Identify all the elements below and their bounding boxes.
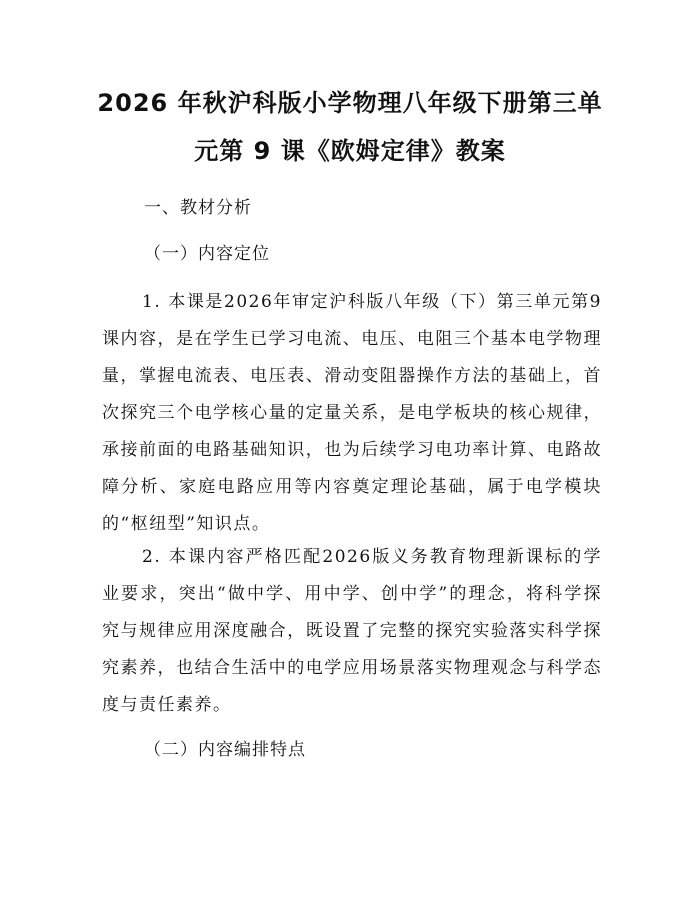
section-heading-teaching-material-analysis: 一、教材分析 [144,198,252,218]
subsection-heading-content-positioning: （一）内容定位 [144,244,270,264]
document-title-line-2: 元第 9 课《欧姆定律》教案 [194,137,506,165]
paragraph-content-positioning-1: 1. 本课是2026年审定沪科版八年级（下）第三单元第9课内容，是在学生已学习电流、电压、电阻三个基本电学物理量，掌握电流表、电压表、滑动变阻器操作方法的基础上，首次探究三个电学核心量的定量关系，是电学板块的核心规律，承接前面的电路基础知识，也为后续学习电功率计算、电路故障分析、家庭电路应用等内容奠定理论基础，属于电学模块的“枢纽型”知识点。 [102,292,602,534]
paragraph-content-positioning-2: 2. 本课内容严格匹配2026版义务教育物理新课标的学业要求，突出“做中学、用中学、创中学”的理念，将科学探究与规律应用深度融合，既设置了完整的探究实验落实科学探究素养，也结合生活中的电学应用场景落实物理观念与科学态度与责任素养。 [102,547,602,715]
document-title-line-1: 2026 年秋沪科版小学物理八年级下册第三单 [97,89,603,117]
subsection-heading-content-arrangement: （二）内容编排特点 [144,740,306,760]
